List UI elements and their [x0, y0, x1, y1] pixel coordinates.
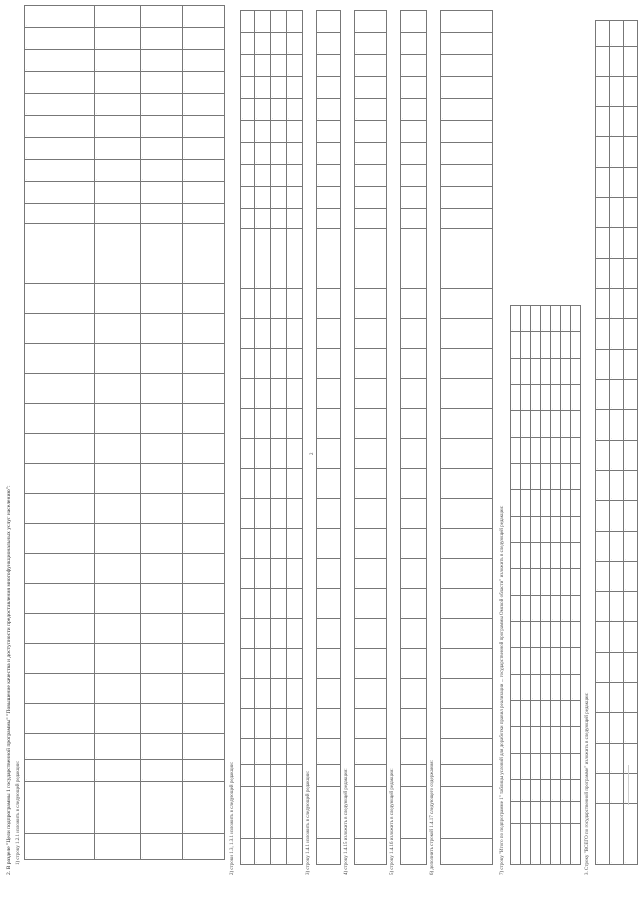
table-section-1: . . . . . . . . . . . . . . . . . . . . . . . . . . . . . . . . . . . . . . . . . . . . . . . . . . . . . . . . . . . . . . . . . . . . . . . . . . . . . . . . . . . . . . . . . . . . . . . . . . . . . . . . . . . . . . . . . . . . . . . .: [24, 5, 225, 860]
table-section-8: . . . . . . . . . . . . . . . . . . . . . . . . . . . . . . . . . . . . . . . . . . . . . . . . . . . . . . . . . . . . . . . . . . . . . . . . . . . . . . . . .: [595, 20, 638, 865]
table-section-3: . . . . . . . . . . . . . . . . . . . . . . . . . . . . . .: [316, 10, 341, 865]
top-heading: 2. В разделе "Цели подпрограммы 1 государственной программы" "Повышение качества и доступности предоставления многофункциональных услуг населению":: [6, 485, 12, 875]
section-3-label: 3) строку 1.4.1 изложить в следующей редакции:: [306, 770, 311, 875]
table-section-2: . . . . . . . . . . . . . . . . . . . . . . . . . . . . . . . . . . . . . . . . . . . . . . . . . . . . . . . . . . . . . . . . . . . . . . . . . . . . . . . . . . . . . . . . . . . . . . . . . . . . . . . . . . . . . . . . . . . . . . . .: [240, 10, 303, 865]
section-6-label: 6) дополнить строкой 1.4.17 следующего содержания:: [430, 760, 435, 875]
section-1-label: 1) строку 1.2.1 изложить в следующей редакции:: [16, 760, 21, 865]
section-4-label: 4) строку 1.4.15 изложить в следующей редакции:: [344, 768, 349, 875]
table-section-4: . . . . . . . . . . . . . . . . . . . . . . . . . . . . . .: [354, 10, 387, 865]
table-section-6: . . . . . . . . . . . . . . . . . . . . . . . . . . . . . .: [440, 10, 493, 865]
table-section-7: . . . . . . . . . . . . . . . . . . . . . . . . . . . . . . . . . . . . . . . . . . . . . . . . . . . . . . . . . . . . . . . . . . . . . . . . . . . . . . . . . . . . . . . . . . . . . . . . . . . . . . . . . . . . . . . . . . . . . . . . . . . . . . . . . . . . . . . . . . . . . . . . . . .: [510, 305, 581, 865]
table-section-5: . . . . . . . . . . . . . . . . . . . . . . . . . . . . . .: [400, 10, 427, 865]
section-7-label: 7) строку "Итого по подпрограмме 1" таблицы условий для доработки правил реализации ... государственной программы Омской области" изложить в следующей редакции:: [500, 505, 505, 875]
section-8-label: 3. Строку "ВСЕГО по государственной программе" изложить в следующей редакции:: [585, 692, 590, 875]
section-5-label: 5) строку 1.4.16 изложить в следующей редакции:: [390, 768, 395, 875]
page-number: 2: [310, 452, 315, 455]
section-2-label: 2) строки 1.3, 1.3.1 изложить в следующей редакции:: [230, 761, 235, 875]
scan-artifact: [628, 765, 629, 805]
